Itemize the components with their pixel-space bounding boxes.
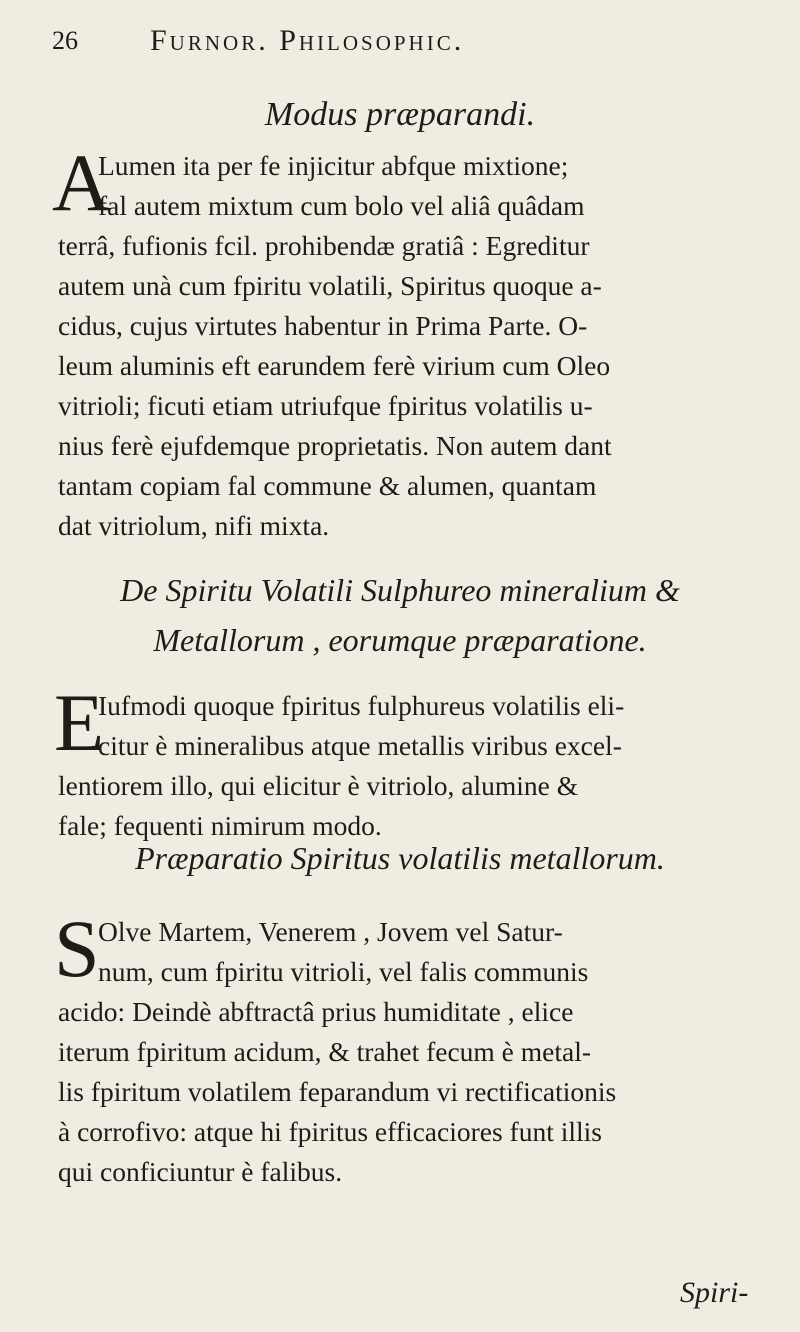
- dropcap-e: E: [54, 677, 105, 768]
- heading-modus: Modus præparandi.: [264, 96, 536, 133]
- text-line: vitrioli; ficuti etiam utriufque fpiritus volatilis u-: [58, 390, 593, 421]
- heading-spiritu-line-2: Metallorum , eorumque præparatione.: [153, 622, 647, 658]
- heading-praeparatio: Præparatio Spiritus volatilis metallorum.: [135, 840, 665, 876]
- text-line: terrâ, fufionis fcil. prohibendæ gratiâ : Egreditur: [58, 230, 590, 261]
- text-line: leum aluminis eft earundem ferè virium cum Oleo: [58, 350, 611, 381]
- text-line: num, cum fpiritu vitrioli, vel falis communis: [98, 956, 589, 987]
- text-line: citur è mineralibus atque metallis viribus excel-: [98, 730, 622, 761]
- running-head: [52, 22, 752, 66]
- text-line: tantam copiam fal commune & alumen, quantam: [58, 470, 597, 501]
- text-line: Lumen ita per fe injicitur abfque mixtione;: [98, 150, 569, 181]
- text-line: Olve Martem, Venerem , Jovem vel Satur-: [98, 916, 563, 947]
- text-line: fale; fequenti nimirum modo.: [58, 810, 382, 841]
- running-title: Furnor. Philosophic.: [150, 24, 465, 57]
- dropcap-a: A: [52, 137, 112, 228]
- text-line: qui conficiuntur è falibus.: [58, 1156, 343, 1187]
- text-line: dat vitriolum, nifi mixta.: [58, 510, 330, 541]
- text-line: fal autem mixtum cum bolo vel aliâ quâdam: [98, 190, 585, 221]
- text-line: lis fpiritum volatilem feparandum vi rectificationis: [58, 1076, 617, 1107]
- catchword: Spiri-: [680, 1276, 749, 1309]
- heading-spiritu-line-1: De Spiritu Volatili Sulphureo mineralium &: [120, 572, 680, 608]
- text-line: lentiorem illo, qui elicitur è vitriolo, alumine &: [58, 770, 579, 801]
- page-number: 26: [52, 26, 78, 55]
- text-line: cidus, cujus virtutes habentur in Prima Parte. O-: [58, 310, 588, 341]
- text-line: iterum fpiritum acidum, & trahet fecum è metal-: [58, 1036, 592, 1067]
- dropcap-s: S: [54, 903, 100, 994]
- text-line: autem unà cum fpiritu volatili, Spiritus quoque a-: [58, 270, 602, 301]
- text-line: acido: Deindè abftractâ prius humiditate , elice: [58, 996, 574, 1027]
- text-line: Iufmodi quoque fpiritus fulphureus volatilis eli-: [98, 690, 625, 721]
- text-line: à corrofivo: atque hi fpiritus efficaciores funt illis: [58, 1116, 602, 1147]
- text-line: nius ferè ejufdemque proprietatis. Non autem dant: [58, 430, 612, 461]
